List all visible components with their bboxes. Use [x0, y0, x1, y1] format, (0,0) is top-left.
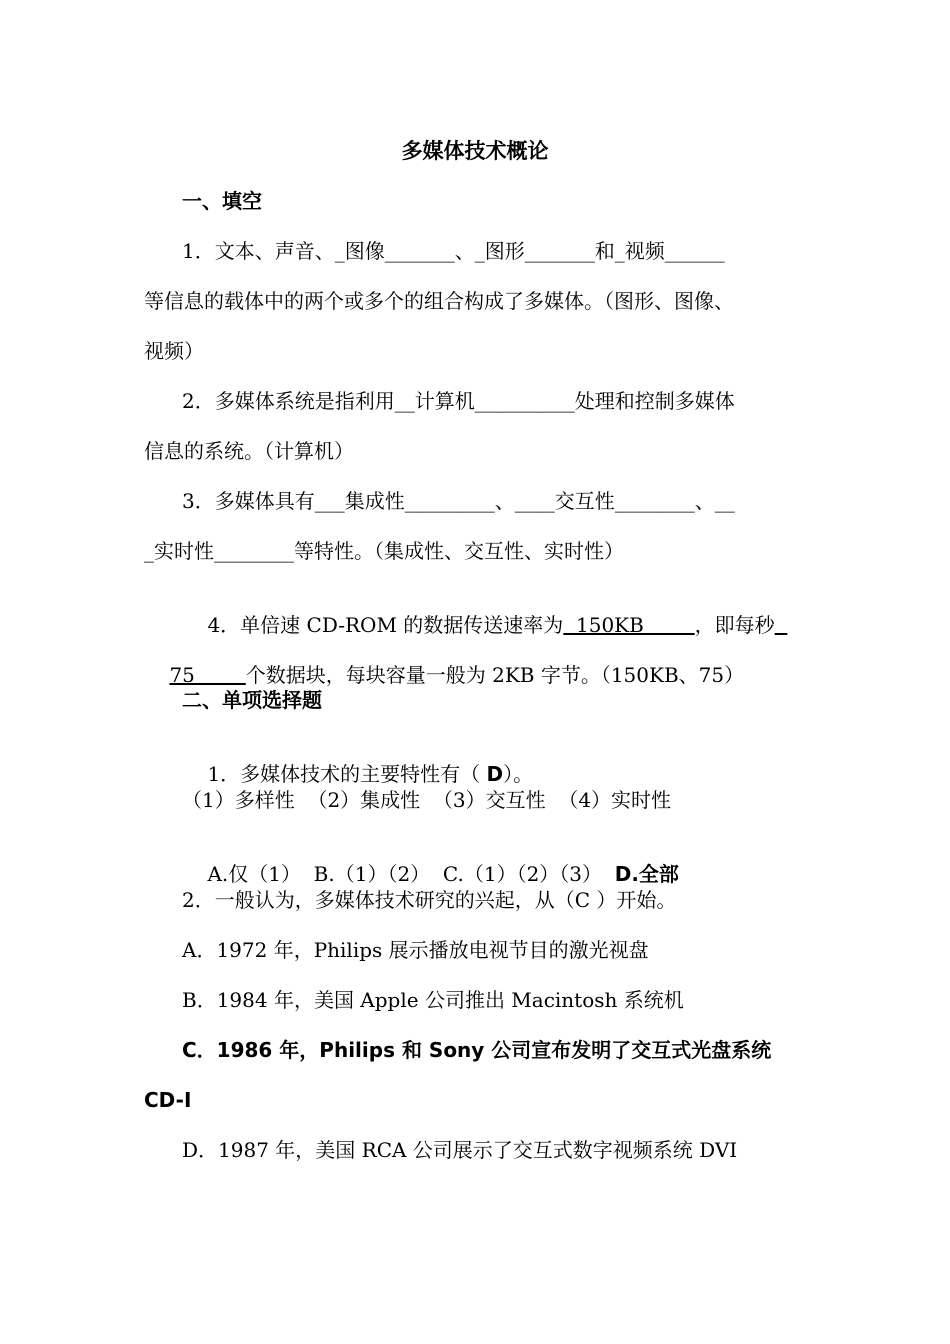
question-1-line-1: 1．文本、声音、_图像_______、_图形_______和_视频______ — [182, 239, 725, 263]
choice-question-2-option-d: D．1987 年，美国 RCA 公司展示了交互式数字视频系统 DVI — [182, 1138, 738, 1162]
question-4-text-a: 4．单倍速 CD-ROM 的数据传送速率为 — [207, 613, 564, 637]
section-heading-single-choice: 二、单项选择题 — [182, 688, 322, 712]
question-4-text-e: 个数据块，每块容量一般为 2KB 字节。（150KB、75） — [245, 663, 745, 687]
choice-question-2-stem: 2．一般认为，多媒体技术研究的兴起，从（C ）开始。 — [182, 888, 677, 912]
choice-question-1-items: （1）多样性 （2）集成性 （3）交互性 （4）实时性 — [182, 788, 672, 812]
question-1-line-2: 等信息的载体中的两个或多个的组合构成了多媒体。（图形、图像、 — [144, 289, 734, 313]
question-2-line-1: 2．多媒体系统是指利用__计算机__________处理和控制多媒体 — [182, 389, 735, 413]
answer-blank-start — [775, 613, 788, 637]
choice-question-2-option-c-cont: CD-I — [144, 1088, 192, 1112]
page-title: 多媒体技术概论 — [401, 139, 549, 163]
question-3-line-1: 3．多媒体具有___集成性_________、____交互性________、__ — [182, 489, 735, 513]
question-1-line-3: 视频） — [144, 339, 204, 363]
choice-question-1-correct-option: D.全部 — [614, 862, 679, 886]
choice-question-1-answer: D — [486, 762, 504, 786]
choice-question-1-stem-end: ）。 — [503, 762, 534, 786]
answer-150kb: 150KB — [563, 613, 695, 637]
question-2-line-2: 信息的系统。（计算机） — [144, 439, 354, 463]
choice-question-1-options-text: A.仅（1） B.（1）（2） C.（1）（2）（3） — [207, 862, 615, 886]
choice-question-1-stem-text: 1．多媒体技术的主要特性有（ — [207, 762, 487, 786]
choice-question-2-option-b: B．1984 年，美国 Apple 公司推出 Macintosh 系统机 — [182, 988, 684, 1012]
answer-75: 75 — [169, 663, 246, 687]
choice-question-2-option-a: A．1972 年，Philips 展示播放电视节目的激光视盘 — [182, 938, 649, 962]
question-3-line-2: _实时性________等特性。（集成性、交互性、实时性） — [144, 539, 624, 563]
section-heading-fill-blank: 一、填空 — [182, 189, 262, 213]
question-4-text-c: ，即每秒 — [694, 613, 775, 637]
choice-question-2-option-c: C．1986 年，Philips 和 Sony 公司宣布发明了交互式光盘系统 — [182, 1038, 772, 1062]
